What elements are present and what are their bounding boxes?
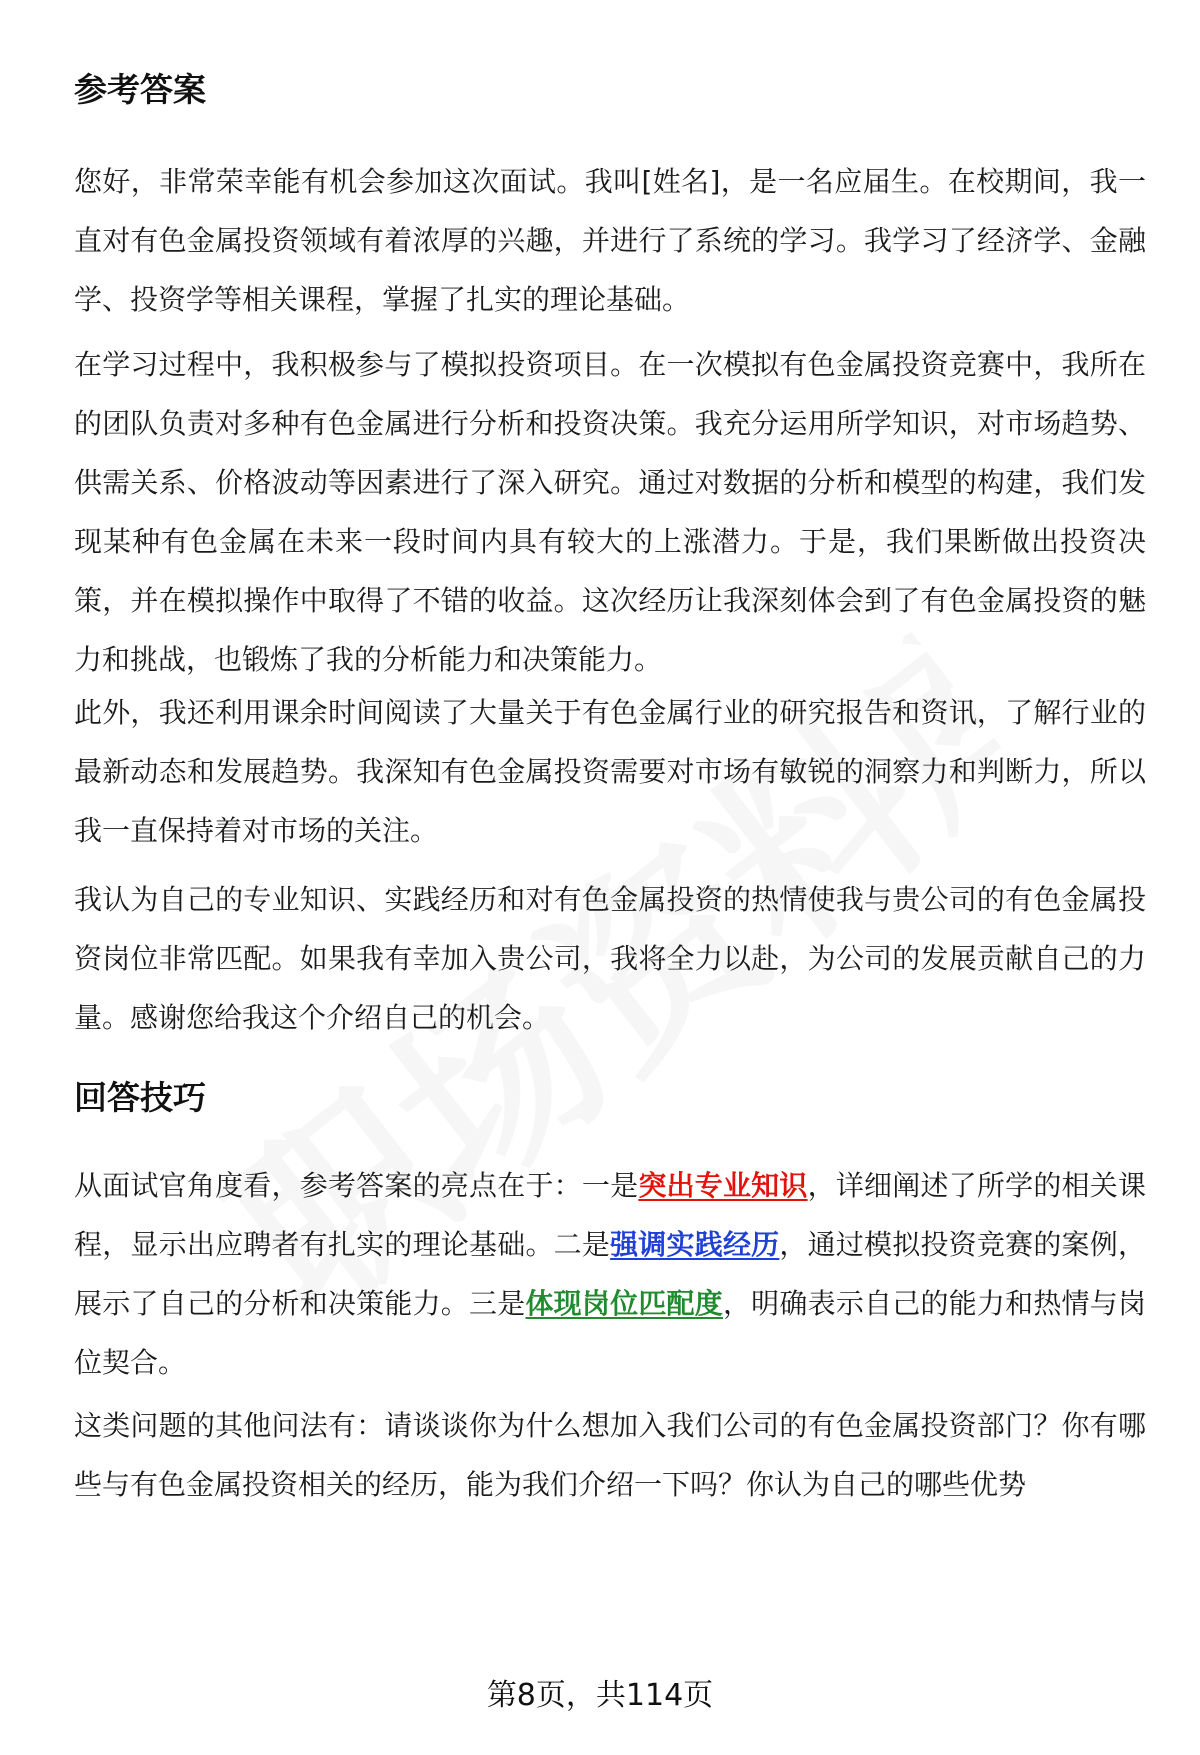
tips-text-2: ，详细阐述了所学的相关课程，显示出应聘者有扎实的理论基础。二是 bbox=[74, 1169, 1146, 1261]
tips-paragraph-2: 这类问题的其他问法有：请谈谈你为什么想加入我们公司的有色金属投资部门？你有哪些与有色金属投资相关的经历，能为我们介绍一下吗？你认为自己的哪些优势 bbox=[74, 1409, 1146, 1501]
tips-paragraph-1 bbox=[74, 1156, 1146, 1392]
highlight-professional-knowledge: 突出专业知识 bbox=[638, 1169, 808, 1202]
tips-text-4: ，明确表示自己的能力和热情与岗位契合。 bbox=[74, 1287, 1146, 1379]
highlight-practical-experience: 强调实践经历 bbox=[610, 1228, 780, 1261]
answer-paragraph-2: 在学习过程中，我积极参与了模拟投资项目。在一次模拟有色金属投资竞赛中，我所在的团队负责对多种有色金属进行分析和投资决策。我充分运用所学知识，对市场趋势、供需关系、价格波动等因素进行了深入研究。通过对数据的分析和模型的构建，我们发现某种有色金属在未来一段时间内具有较大的上涨潜力。于是，我们果断做出投资决策，并在模拟操作中取得了不错的收益。这次经历让我深刻体会到了有色金属投资的魅力和挑战，也锻炼了我的分析能力和决策能力。 bbox=[74, 348, 1146, 676]
tips-text-3: ，通过模拟投资竞赛的案例，展示了自己的分析和决策能力。三是 bbox=[74, 1228, 1146, 1320]
tips-text-1: 从面试官角度看，参考答案的亮点在于：一是 bbox=[74, 1169, 639, 1202]
page-number: 第8页，共114页 bbox=[486, 1678, 714, 1713]
highlight-job-fit: 体现岗位匹配度 bbox=[525, 1287, 723, 1320]
answer-paragraph-3: 此外，我还利用课余时间阅读了大量关于有色金属行业的研究报告和资讯，了解行业的最新动态和发展趋势。我深知有色金属投资需要对市场有敏锐的洞察力和判断力，所以我一直保持着对市场的关注。 bbox=[74, 696, 1146, 847]
section-title-tips: 回答技巧 bbox=[74, 1078, 206, 1117]
answer-paragraph-1: 您好，非常荣幸能有机会参加这次面试。我叫[姓名]，是一名应届生。在校期间，我一直对有色金属投资领域有着浓厚的兴趣，并进行了系统的学习。我学习了经济学、金融学、投资学等相关课程，掌握了扎实的理论基础。 bbox=[74, 165, 1146, 316]
section-title-answer: 参考答案 bbox=[74, 70, 206, 109]
answer-paragraph-4: 我认为自己的专业知识、实践经历和对有色金属投资的热情使我与贵公司的有色金属投资岗位非常匹配。如果我有幸加入贵公司，我将全力以赴，为公司的发展贡献自己的力量。感谢您给我这个介绍自己的机会。 bbox=[74, 883, 1146, 1034]
